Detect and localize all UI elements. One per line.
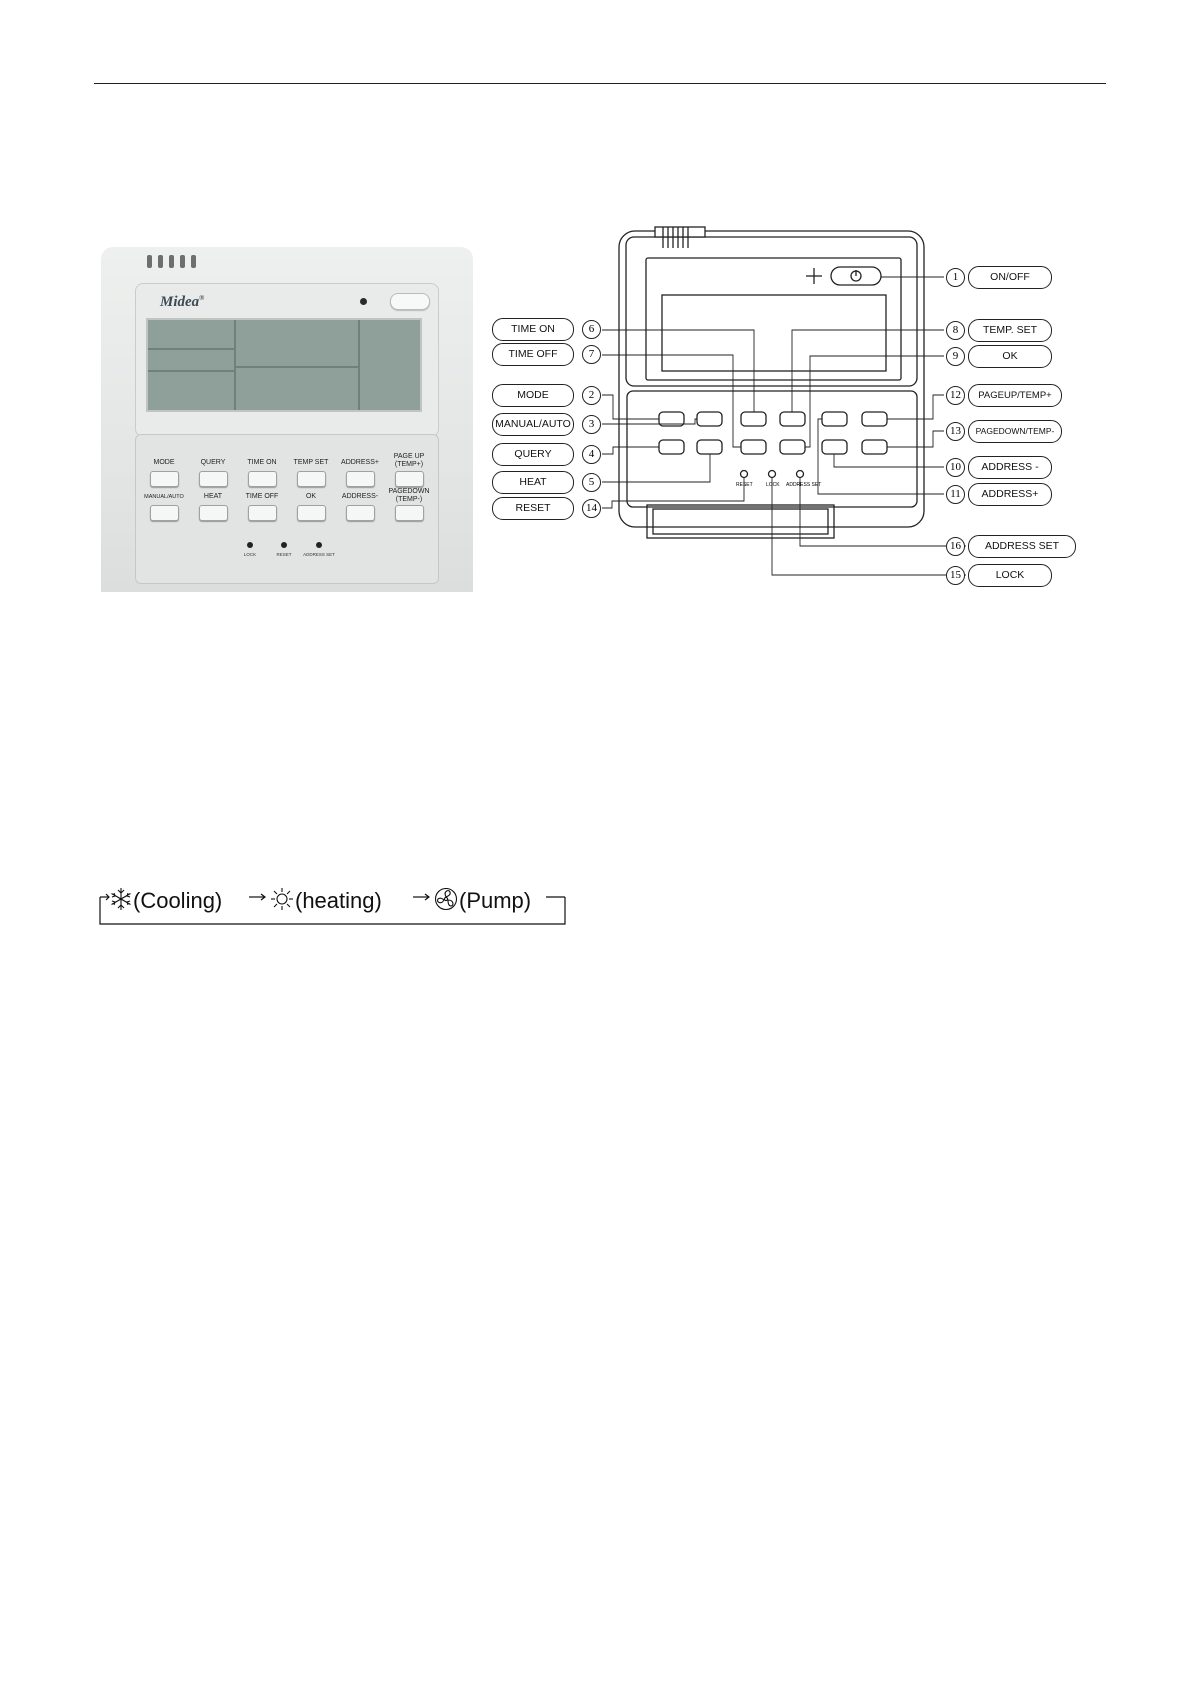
photo-lock-label: LOCK [243, 552, 257, 557]
callout-time-on: TIME ON [492, 318, 574, 341]
callout-number: 14 [582, 499, 601, 518]
drawing-display-window [646, 258, 901, 380]
callout-heat: HEAT [492, 471, 574, 494]
photo-label-mode: MODE [153, 459, 175, 466]
callout-number: 9 [946, 347, 965, 366]
controller-line-drawing [0, 0, 1190, 620]
callout-manual-auto: MANUAL/AUTO [492, 413, 574, 436]
mode-cooling-label: (Cooling) [133, 888, 223, 913]
callout-number: 10 [946, 458, 965, 477]
photo-label-page-up: PAGE UP (TEMP+) [393, 453, 425, 468]
photo-address-set-label: ADDRESS SET [303, 552, 335, 557]
callout-number: 16 [946, 537, 965, 556]
callout-lock: LOCK [968, 564, 1052, 587]
fan-icon [436, 889, 457, 910]
drawing-lock-indicator-label: LOCK [766, 482, 780, 488]
mode-pump-label: (Pump) [459, 888, 532, 913]
photo-label-query: QUERY [200, 459, 226, 466]
photo-label-page-down: PAGEDOWN (TEMP-) [388, 488, 430, 503]
drawing-reset-indicator-label: RESET [736, 482, 753, 488]
callout-address-plus: ADDRESS+ [968, 483, 1052, 506]
callout-pagedown: PAGEDOWN/TEMP- [968, 420, 1062, 443]
mode-heating-label: (heating) [295, 888, 382, 913]
drawing-upper-panel [626, 237, 917, 386]
callout-mode: MODE [492, 384, 574, 407]
drawing-address-set-indicator-label: ADDRESS SET [786, 482, 822, 488]
callout-ok: OK [968, 345, 1052, 368]
callout-number: 1 [946, 268, 965, 287]
brand-name: Midea [160, 294, 200, 310]
photo-label-temp-set: TEMP SET [293, 459, 329, 466]
photo-label-manual-auto: MANUAL/AUTO [144, 494, 184, 500]
photo-label-address-plus: ADDRESS+ [341, 459, 379, 466]
snowflake-icon [112, 888, 131, 910]
callout-number: 6 [582, 320, 601, 339]
drawing-lcd [662, 295, 886, 371]
photo-label-ok: OK [305, 493, 317, 500]
drawing-bottom-tab [647, 505, 834, 538]
callout-number: 13 [946, 422, 965, 441]
callout-temp-set: TEMP. SET [968, 319, 1052, 342]
sun-icon [271, 888, 293, 910]
callout-reset: RESET [492, 497, 574, 520]
photo-label-address-minus: ADDRESS- [341, 493, 379, 500]
photo-label-heat: HEAT [203, 493, 223, 500]
callout-time-off: TIME OFF [492, 343, 574, 366]
callout-number: 11 [946, 485, 965, 504]
brand-mark: ® [199, 294, 205, 302]
callout-number: 15 [946, 566, 965, 585]
callout-number: 3 [582, 415, 601, 434]
callout-number: 12 [946, 386, 965, 405]
callout-number: 5 [582, 473, 601, 492]
callout-query: QUERY [492, 443, 574, 466]
callout-number: 4 [582, 445, 601, 464]
callout-address-set: ADDRESS SET [968, 535, 1076, 558]
photo-label-time-on: TIME ON [247, 459, 277, 466]
photo-reset-label: RESET [276, 552, 292, 557]
callout-address-minus: ADDRESS - [968, 456, 1052, 479]
mode-cycle [99, 888, 569, 924]
callout-on-off: ON/OFF [968, 266, 1052, 289]
photo-label-time-off: TIME OFF [245, 493, 279, 500]
callout-number: 2 [582, 386, 601, 405]
callout-pageup: PAGEUP/TEMP+ [968, 384, 1062, 407]
callout-number: 8 [946, 321, 965, 340]
callout-number: 7 [582, 345, 601, 364]
